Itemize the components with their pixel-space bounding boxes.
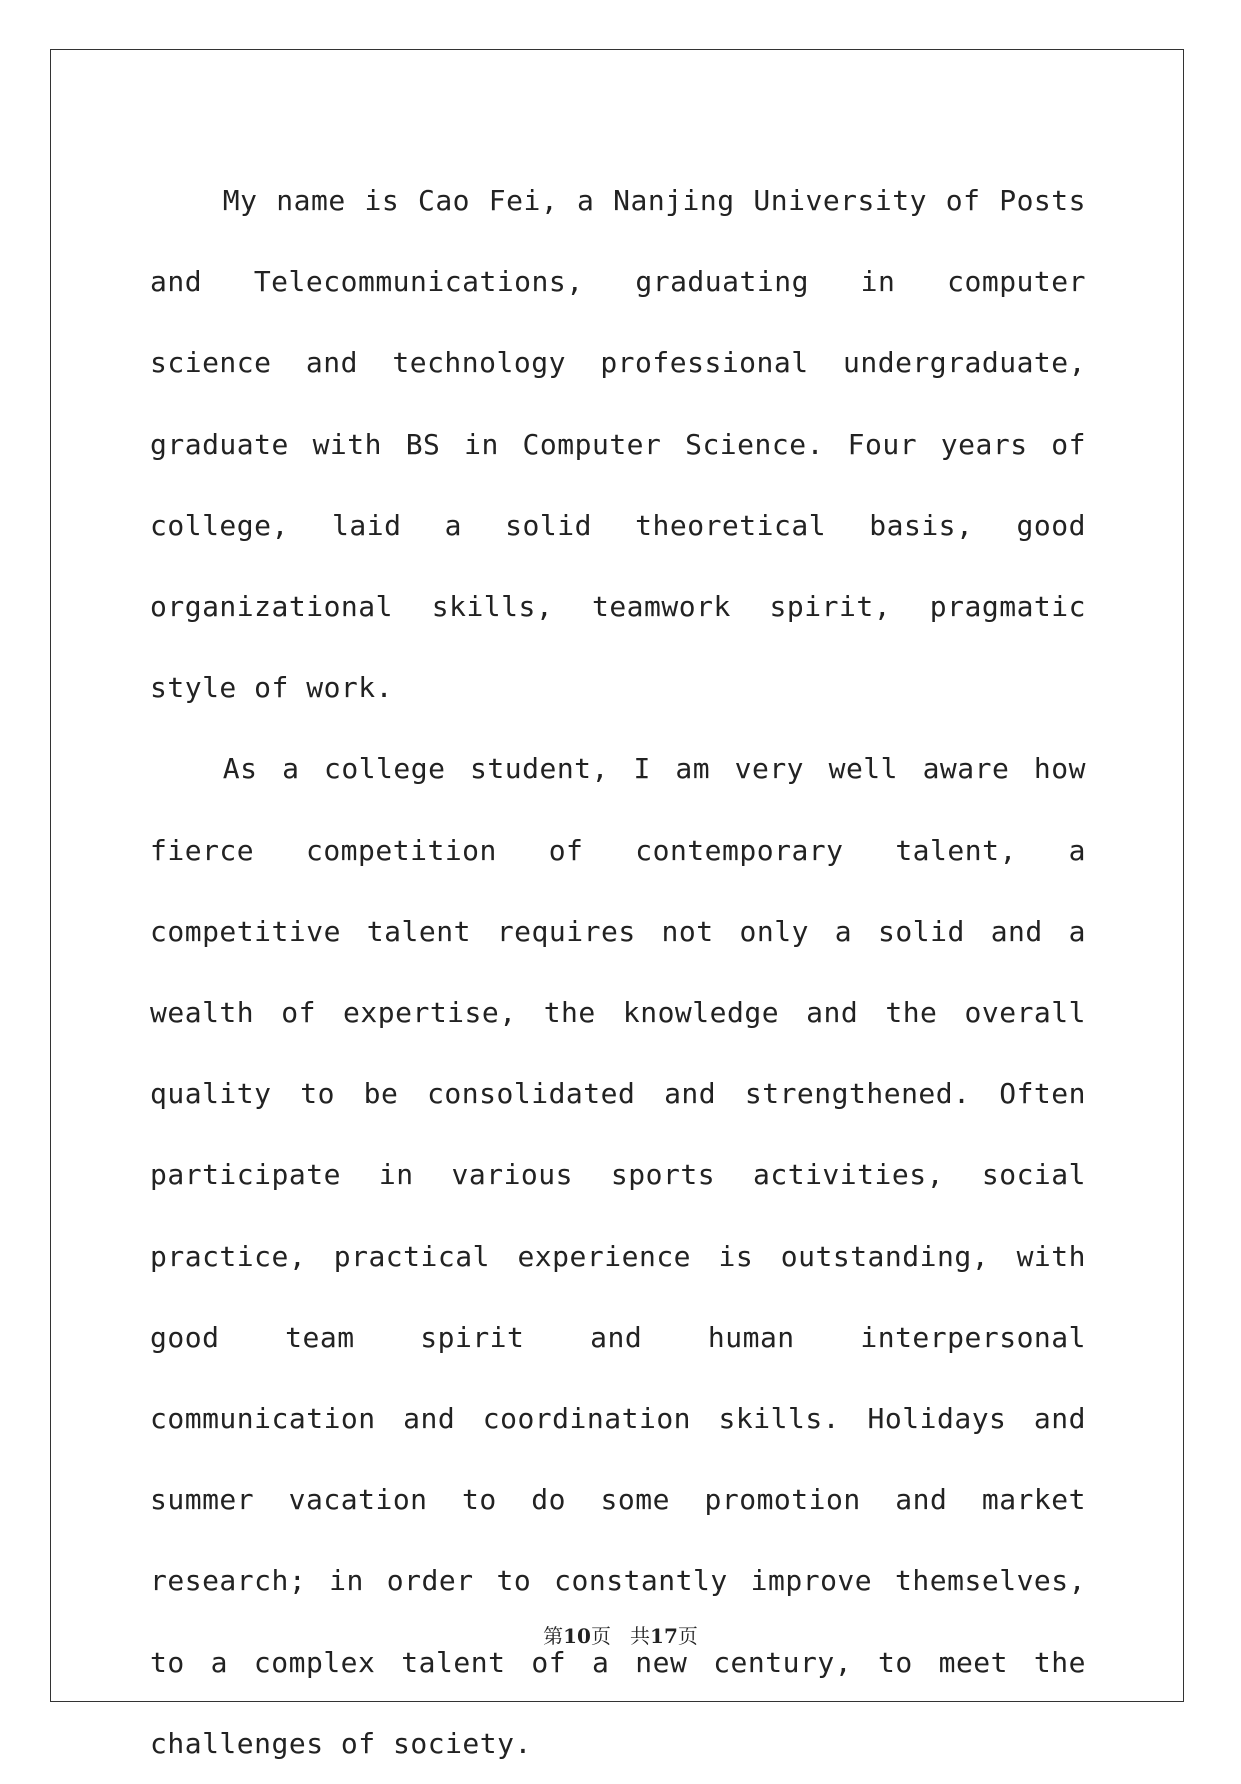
footer-spacer xyxy=(611,1624,630,1648)
page-prefix: 第 xyxy=(543,1624,564,1648)
total-suffix: 页 xyxy=(677,1624,698,1648)
total-prefix: 共 xyxy=(630,1624,651,1648)
page-suffix: 页 xyxy=(590,1624,611,1648)
page-number: 10 xyxy=(563,1624,591,1648)
paragraph-competition: As a college student, I am very well aware how fierce competition of contemporary talent, a competitive talent requires not only a solid and a wealth of expertise, the knowledge and the overall quality to be consolidated and strengthened. Often participate in various sports activities, social practice, practical experience is outstanding, with good team spirit and human interpersonal communication and coordination skills. Holidays and summer vacation to do some promotion and market research; in order to constantly improve themselves, to a complex talent of a new century, to meet the challenges of society. xyxy=(150,752,1086,1760)
document-body xyxy=(150,160,1086,1784)
page-footer xyxy=(0,1620,1241,1649)
total-pages: 17 xyxy=(650,1624,678,1648)
paragraph-intro: My name is Cao Fei, a Nanjing University of Posts and Telecommunications, graduating in computer science and technology professional undergraduate, graduate with BS in Computer Science. Four years of college, laid a solid theoretical basis, good organizational skills, teamwork spirit, pragmatic style of work. xyxy=(150,184,1086,705)
